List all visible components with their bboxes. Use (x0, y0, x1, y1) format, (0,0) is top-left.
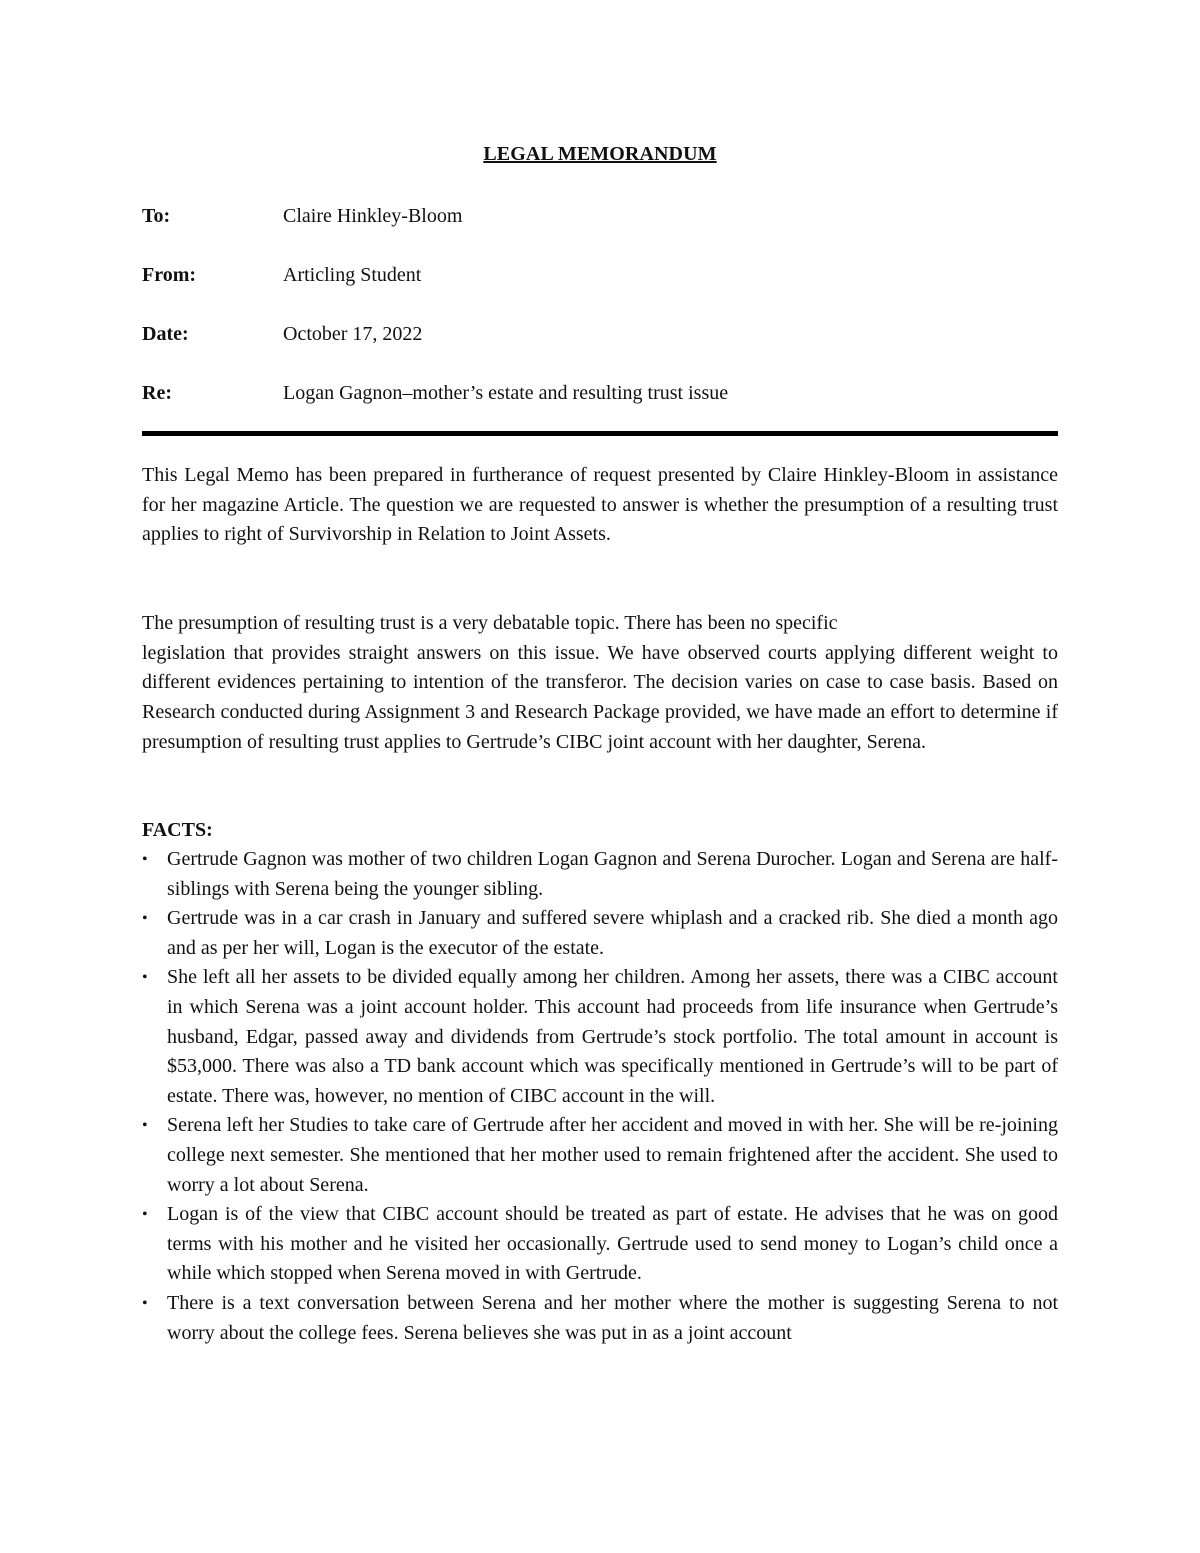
memo-page (142, 0, 1058, 1553)
fact-item (142, 1111, 1058, 1200)
header-to-row (142, 203, 1058, 229)
header-date-value: October 17, 2022 (283, 323, 423, 345)
fact-item (142, 963, 1058, 1111)
fact-text: She left all her assets to be divided equally among her children. Among her assets, there was a CIBC account in which Serena was a joint account holder. This account had proceeds from life insurance when Gertrude’s husband, Edgar, passed away and dividends from Gertrude’s stock portfolio. The total amount in account is $53,000. There was also a TD bank account which was specifically mentioned in Gertrude’s will to be part of estate. There was, however, no mention of CIBC account in the will. (167, 966, 1058, 1107)
facts-list (142, 845, 1058, 1348)
fact-item (142, 1200, 1058, 1289)
header-from-row (142, 262, 1058, 288)
analysis-paragraph-body: legislation that provides straight answers on this issue. We have observed courts applying different weight to different evidences pertaining to intention of the transferor. The decision varies on case to case basis. Based on Research conducted during Assignment 3 and Research Package provided, we have made an effort to determine if presumption of resulting trust applies to Gertrude’s CIBC joint account with her daughter, Serena. (142, 641, 1058, 753)
analysis-paragraph (142, 609, 1058, 758)
bullet-icon: • (142, 1206, 148, 1224)
fact-text: Logan is of the view that CIBC account should be treated as part of estate. He advises that he was on good terms with his mother and he visited her occasionally. Gertrude used to send money to Logan’s child once a while which stopped when Serena moved in with Gertrude. (167, 1203, 1058, 1285)
fact-item (142, 1289, 1058, 1348)
bullet-icon: • (142, 851, 148, 868)
bullet-icon: • (142, 969, 148, 987)
header-from-value: Articling Student (283, 264, 422, 286)
analysis-paragraph-first-line: The presumption of resulting trust is a very debatable topic. There has been no specific (142, 612, 838, 634)
fact-text: Serena left her Studies to take care of Gertrude after her accident and moved in with her. She will be re-joining college next semester. She mentioned that her mother used to remain frightened after the accident. She used to worry a lot about Serena. (167, 1114, 1058, 1196)
fact-text: Gertrude was in a car crash in January and suffered severe whiplash and a cracked rib. She died a month ago and as per her will, Logan is the executor of the estate. (167, 907, 1058, 959)
header-re-value: Logan Gagnon–mother’s estate and resulting trust issue (283, 382, 729, 404)
header-to-value: Claire Hinkley-Bloom (283, 205, 463, 227)
header-re-row (142, 380, 1058, 406)
bullet-icon: • (142, 1294, 148, 1312)
bullet-icon: • (142, 910, 148, 928)
header-re-label: Re: (142, 382, 172, 404)
fact-item (142, 845, 1058, 904)
fact-item (142, 904, 1058, 963)
header-to-label: To: (142, 205, 171, 227)
intro-paragraph: This Legal Memo has been prepared in furtherance of request presented by Claire Hinkley-Bloom in assistance for her magazine Article. The question we are requested to answer is whether the presumption of a resulting trust applies to right of Survivorship in Relation to Joint Assets. (142, 464, 1058, 546)
header-from-label: From: (142, 264, 197, 286)
bullet-icon: • (142, 1117, 148, 1135)
header-date-label: Date: (142, 323, 189, 345)
memo-title: LEGAL MEMORANDUM (483, 143, 717, 165)
header-date-row (142, 321, 1058, 347)
fact-text: There is a text conversation between Serena and her mother where the mother is suggesting Serena to not worry about the college fees. Serena believes she was put in as a joint account (167, 1291, 1058, 1344)
fact-text: Gertrude Gagnon was mother of two children Logan Gagnon and Serena Durocher. Logan and Serena are half-siblings with Serena being the younger sibling. (167, 848, 1058, 900)
facts-heading: FACTS: (142, 819, 213, 841)
header-divider (142, 431, 1058, 436)
